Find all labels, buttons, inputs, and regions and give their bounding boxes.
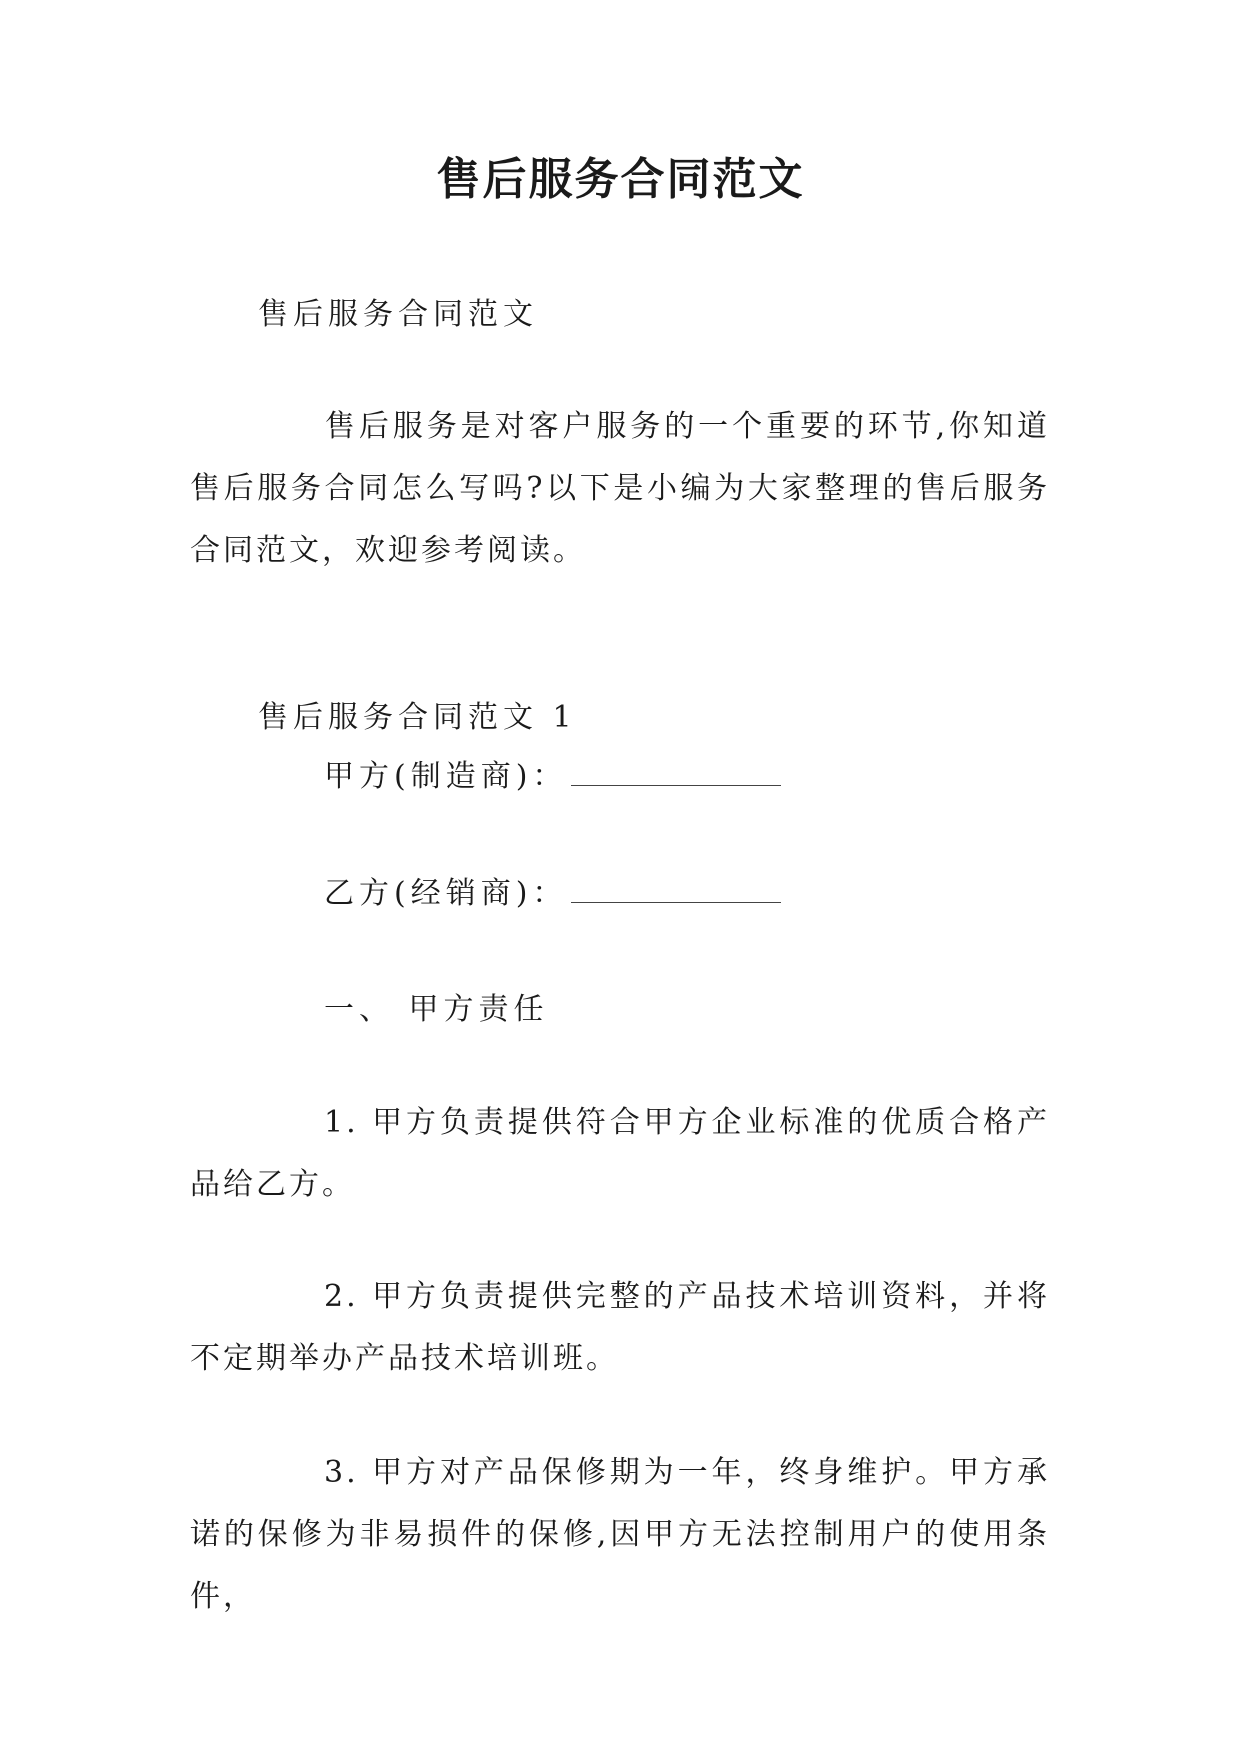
- document-title: 售后服务合同范文: [436, 154, 805, 205]
- clause-3-text: 3. 甲方对产品保修期为一年，终身维护。甲方承诺的保修为非易损件的保修,因甲方无法控制用户的使用条件，: [190, 1455, 1050, 1614]
- clause-1-text: 1. 甲方负责提供符合甲方企业标准的优质合格产品给乙方。: [190, 1105, 1050, 1202]
- party-b-label: 乙方(经销商)：: [324, 876, 568, 911]
- intro-text: 售后服务是对客户服务的一个重要的环节,你知道售后服务合同怎么写吗?以下是小编为大家整理的售后服务合同范文，欢迎参考阅读。: [190, 409, 1050, 568]
- party-a-blank[interactable]: [571, 759, 781, 786]
- clause-2-text: 2. 甲方负责提供完整的产品技术培训资料，并将不定期举办产品技术培训班。: [190, 1279, 1050, 1376]
- document-subtitle: 售后服务合同范文: [258, 297, 538, 332]
- party-a-label: 甲方(制造商)：: [324, 759, 568, 794]
- party-b-blank[interactable]: [571, 876, 781, 903]
- intro-paragraph: [190, 396, 1050, 582]
- article-1-heading: 一、 甲方责任: [324, 992, 549, 1027]
- clause-3-paragraph: [190, 1442, 1050, 1628]
- clause-1-paragraph: [190, 1092, 1050, 1216]
- section-heading: 售后服务合同范文 1: [258, 700, 577, 735]
- clause-2-paragraph: [190, 1266, 1050, 1390]
- party-b-line: [324, 874, 781, 914]
- party-a-line: [324, 757, 781, 797]
